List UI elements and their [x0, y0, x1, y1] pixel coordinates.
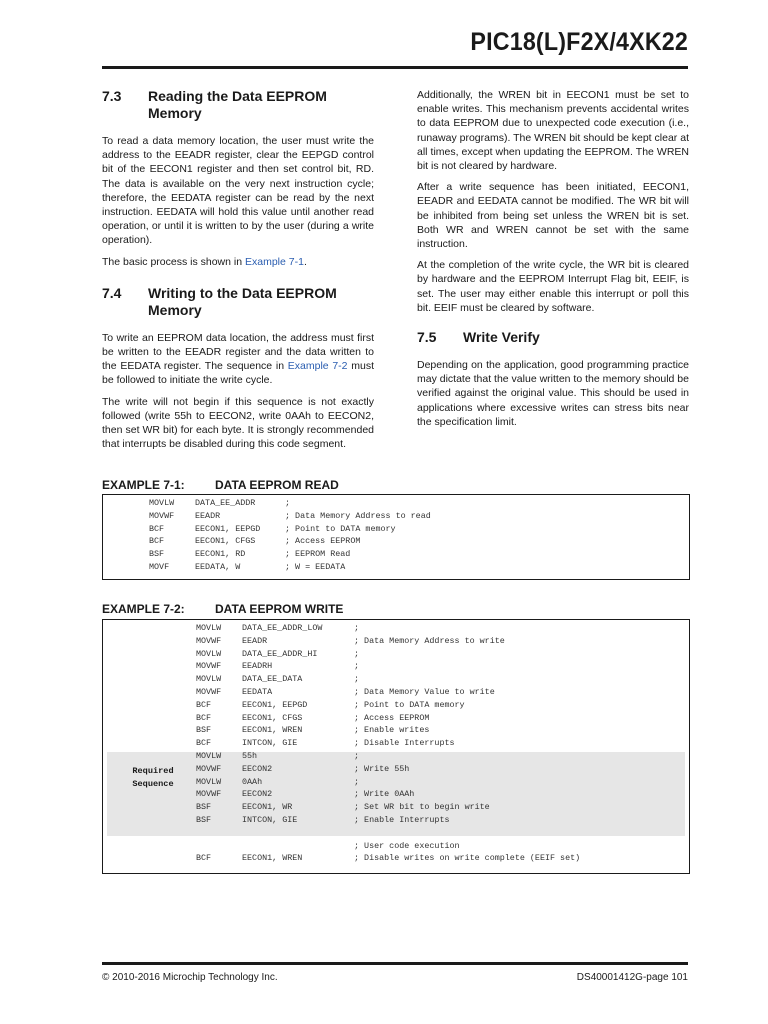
code-opcode: MOVLW	[196, 648, 222, 659]
section-number: 7.3	[102, 88, 122, 104]
code-operand: EEDATA	[242, 686, 273, 697]
code-opcode: MOVWF	[196, 635, 222, 646]
code-opcode: MOVWF	[196, 789, 222, 800]
code-operand: EEADR	[242, 635, 268, 646]
paragraph: At the completion of the write cycle, the WR bit is cleared by hardware and the EEPROM Interrupt Flag bit, EEIF, is set. The user may either enable this interrupt or poll this bit. EEIF must be cleared by software.	[417, 259, 689, 314]
code-comment: ; Set WR bit to begin write	[354, 802, 490, 813]
document-title: PIC18(L)F2X/4XK22	[470, 28, 688, 56]
code-opcode: MOVWF	[196, 686, 222, 697]
code-operand: DATA_EE_ADDR_HI	[242, 648, 318, 659]
required-sequence-label	[117, 765, 189, 791]
code-line	[196, 724, 654, 737]
code-opcode: BSF	[149, 549, 165, 560]
section-7-3-heading	[102, 88, 374, 122]
header-rule	[102, 66, 688, 69]
label-line: Sequence	[132, 778, 174, 789]
code-comment: ; Write 0AAh	[354, 789, 415, 800]
code-line	[196, 827, 654, 840]
code-line	[196, 635, 654, 648]
example-number: EXAMPLE 7-2:	[102, 602, 185, 616]
paragraph: Additionally, the WREN bit in EECON1 must be set to enable writes. This mechanism prevents accidental writes to data EEPROM due to unexpected code execution (i.e., runaway programs). The WREN bit should be kept clear at all times, except when updating the EEPROM. The WREN bit is not cleared by hardware.	[417, 89, 689, 173]
code-line	[196, 699, 654, 712]
example-title: DATA EEPROM WRITE	[215, 602, 344, 616]
code-listing	[149, 497, 585, 574]
code-comment: ; Data Memory Address to write	[354, 635, 505, 646]
code-operand: EECON1, CFGS	[195, 536, 256, 547]
code-comment: ; Point to DATA memory	[285, 523, 396, 534]
code-line	[196, 750, 654, 763]
code-line	[196, 648, 654, 661]
section-number: 7.5	[417, 329, 437, 346]
code-opcode: MOVWF	[149, 510, 175, 521]
code-opcode: MOVF	[149, 561, 170, 572]
section-title: Reading the Data EEPROM Memory	[148, 88, 327, 121]
code-line	[196, 840, 654, 853]
paragraph: Depending on the application, good programming practice may dictate that the value written to the memory should be verified against the original value. This should be used in applications where excessive writes can stress bits near the specification limit.	[417, 359, 689, 428]
section-title: Write Verify	[463, 329, 540, 346]
code-comment: ; User code execution	[354, 840, 460, 851]
code-opcode: MOVLW	[196, 623, 222, 633]
code-comment: ; Access EEPROM	[354, 712, 430, 723]
text-run: .	[303, 255, 307, 268]
code-operand: EECON1, RD	[195, 549, 246, 560]
code-line	[149, 561, 585, 574]
code-line	[196, 660, 654, 673]
paragraph: After a write sequence has been initiated, EECON1, EEADR and EEDATA cannot be modified. The WR bit will be inhibited from being set unless the WREN bit is set. Both WR and WREN cannot be set with the same instruction.	[417, 181, 689, 251]
right-column	[417, 88, 689, 436]
code-opcode: MOVLW	[196, 776, 222, 787]
code-operand: EECON1, WREN	[242, 853, 303, 864]
code-comment: ; Data Memory Address to read	[285, 510, 431, 521]
code-listing	[196, 622, 654, 865]
code-comment: ;	[354, 623, 360, 633]
code-comment: ; Point to DATA memory	[354, 699, 465, 710]
code-line	[196, 852, 654, 865]
code-line	[196, 673, 654, 686]
code-opcode: BSF	[196, 725, 212, 736]
code-comment: ; W = EEDATA	[285, 561, 346, 572]
code-operand: EECON2	[242, 789, 273, 800]
section-7-5-heading	[417, 329, 689, 346]
code-comment: ;	[354, 648, 360, 659]
example-7-2-link[interactable]: Example 7-2	[287, 360, 348, 373]
code-opcode: BCF	[149, 536, 165, 547]
section-number: 7.4	[102, 284, 122, 301]
left-column	[102, 88, 374, 458]
code-opcode: MOVLW	[196, 750, 222, 761]
code-operand: INTCON, GIE	[242, 738, 298, 749]
code-line	[196, 712, 654, 725]
code-comment: ; Disable writes on write complete (EEIF set)	[354, 853, 581, 864]
example-title: DATA EEPROM READ	[215, 478, 339, 492]
code-opcode: BCF	[196, 738, 212, 749]
code-operand: 0AAh	[242, 776, 263, 787]
code-comment: ; Data Memory Value to write	[354, 686, 495, 697]
code-operand: EEADR	[195, 510, 221, 521]
code-operand: DATA_EE_ADDR	[195, 498, 256, 508]
paragraph: To read a data memory location, the user must write the address to the EEADR register, clear the EEPGD control bit of the EECON1 register and then set control bit, RD. The data is available on the very next instruction cycle; therefore, the EEDATA register can be read by the next instruction. EEDATA will hold this value until another read operation, or until it is written to by the user (during a write operation).	[102, 135, 374, 247]
code-line	[196, 686, 654, 699]
text-run: must be followed to initiate the write cycle.	[102, 360, 374, 387]
code-line	[196, 788, 654, 801]
example-7-1-heading	[102, 478, 339, 492]
code-line	[149, 548, 585, 561]
example-7-1-code-box	[102, 494, 690, 580]
code-operand: EECON1, EEPGD	[242, 699, 308, 710]
code-operand: EECON1, WR	[242, 802, 293, 813]
code-opcode	[196, 840, 242, 853]
code-line	[196, 776, 654, 789]
code-line	[149, 497, 585, 510]
text-run: To write an EEPROM data location, the address must first be written to the EEADR register and the data written to the EEDATA register. The sequence in	[102, 331, 374, 373]
code-opcode	[196, 827, 242, 840]
code-comment: ;	[354, 674, 360, 685]
code-operand: INTCON, GIE	[242, 814, 298, 825]
paragraph: The write will not begin if this sequence is not exactly followed (write 55h to EECON2, write 0AAh to EECON2, then set WR bit) for each byte. It is strongly recommended that interrupts be disabled during this code segment.	[102, 395, 374, 451]
code-comment: ; Access EEPROM	[285, 536, 361, 547]
code-operand	[242, 840, 354, 853]
code-line	[196, 814, 654, 827]
code-operand: 55h	[242, 750, 258, 761]
page-number: DS40001412G-page 101	[576, 972, 688, 983]
code-line	[149, 535, 585, 548]
text-run: The basic process is shown in	[102, 255, 245, 268]
label-line: Required	[132, 766, 174, 776]
code-opcode: MOVWF	[196, 763, 222, 774]
paragraph	[102, 255, 374, 269]
code-opcode: BCF	[196, 853, 212, 864]
code-comment: ;	[354, 661, 360, 672]
code-comment: ; Enable Interrupts	[354, 814, 450, 825]
example-number: EXAMPLE 7-1:	[102, 478, 185, 492]
code-comment: ;	[354, 776, 360, 787]
code-comment: ;	[354, 750, 360, 761]
code-opcode: BSF	[196, 814, 212, 825]
code-line	[196, 622, 654, 635]
section-title: Writing to the Data EEPROM Memory	[148, 284, 337, 318]
code-line	[196, 801, 654, 814]
code-operand: EECON1, CFGS	[242, 712, 303, 723]
code-operand: EECON1, WREN	[242, 725, 303, 736]
code-operand: DATA_EE_DATA	[242, 674, 303, 685]
code-comment: ; Disable Interrupts	[354, 738, 455, 749]
code-operand: DATA_EE_ADDR_LOW	[242, 623, 323, 633]
code-comment: ; EEPROM Read	[285, 549, 351, 560]
code-operand: EECON1, EEPGD	[195, 523, 261, 534]
code-operand: EECON2	[242, 763, 273, 774]
code-comment: ; Enable writes	[354, 725, 430, 736]
code-comment: ; Write 55h	[354, 763, 410, 774]
footer-rule	[102, 962, 688, 965]
code-comment	[354, 827, 654, 840]
example-7-2-heading	[102, 602, 343, 616]
code-opcode: MOVLW	[149, 498, 175, 508]
code-line	[149, 510, 585, 523]
code-opcode: BSF	[196, 802, 212, 813]
code-operand: EEADRH	[242, 661, 273, 672]
code-opcode: BCF	[196, 699, 212, 710]
code-opcode: MOVWF	[196, 661, 222, 672]
code-opcode: BCF	[149, 523, 165, 534]
copyright: © 2010-2016 Microchip Technology Inc.	[102, 972, 278, 983]
code-operand	[242, 827, 354, 840]
example-7-1-link[interactable]: Example 7-1	[244, 255, 304, 268]
code-operand: EEDATA, W	[195, 561, 241, 572]
paragraph	[102, 331, 374, 388]
code-line	[149, 523, 585, 536]
code-line	[196, 737, 654, 750]
example-7-2-code-box	[102, 619, 690, 874]
code-opcode: BCF	[196, 712, 212, 723]
code-line	[196, 763, 654, 776]
section-7-4-heading	[102, 285, 374, 319]
code-comment: ;	[285, 498, 291, 508]
code-opcode: MOVLW	[196, 674, 222, 685]
